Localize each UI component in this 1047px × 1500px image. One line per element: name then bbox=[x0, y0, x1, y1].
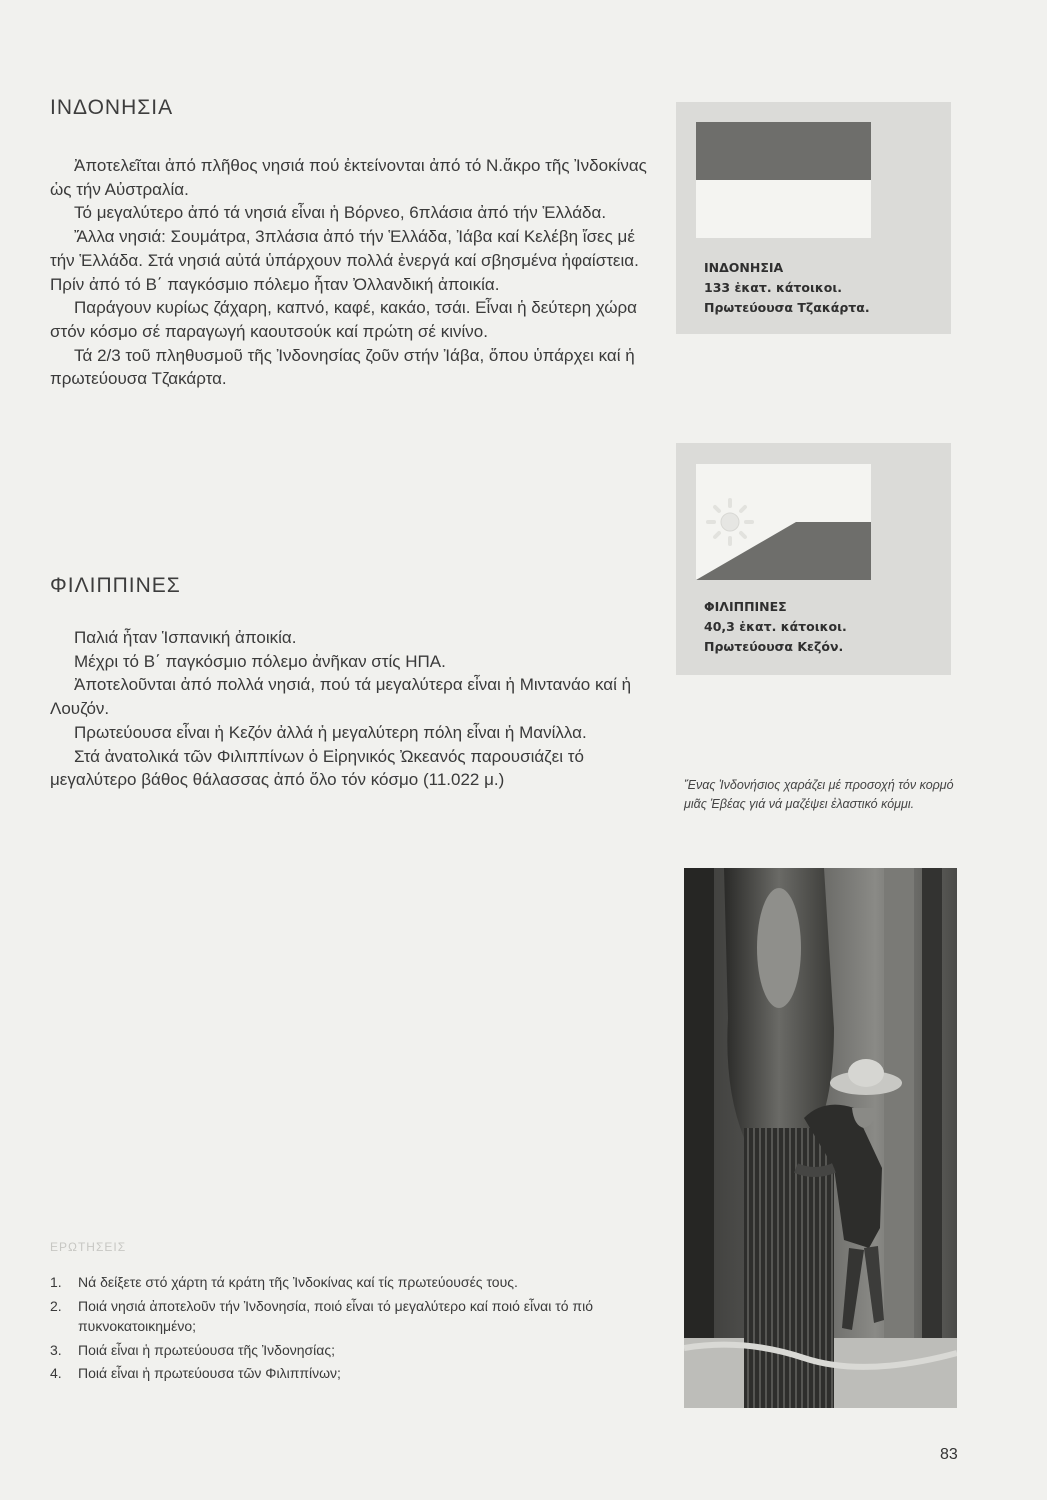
country-name: ΦΙΛΙΠΠΙΝΕΣ bbox=[704, 599, 787, 614]
indonesia-flag-caption bbox=[704, 258, 870, 318]
paragraph: Ἀποτελοῦνται ἀπό πολλά νησιά, πού τά μεγαλύτερα εἶναι ἡ Μιντανάο καί ἡ Λουζόν. bbox=[50, 675, 632, 719]
population: 133 ἑκατ. κάτοικοι. bbox=[704, 280, 842, 295]
philippines-text bbox=[50, 626, 650, 792]
list-item: 2. Ποιά νησιά ἀποτελοῦν τήν Ἰνδονησία, ποιό εἶναι τό μεγαλύτερο καί ποιό εἶναι τό πιό πυκνοκατοικημένο; bbox=[50, 1297, 593, 1334]
indonesia-heading: ΙΝΔΟΝΗΣΙΑ bbox=[50, 96, 174, 119]
indonesia-flag bbox=[696, 122, 871, 238]
population: 40,3 ἑκατ. κάτοικοι. bbox=[704, 619, 847, 634]
indonesia-flag-box bbox=[676, 102, 951, 334]
capital: Πρωτεύουσα Τζακάρτα. bbox=[704, 300, 870, 315]
country-name: ΙΝΔΟΝΗΣΙΑ bbox=[704, 260, 784, 275]
list-item: 4. Ποιά εἶναι ἡ πρωτεύουσα τῶν Φιλιππίνων; bbox=[50, 1365, 341, 1381]
questions-list bbox=[50, 1272, 640, 1387]
sun-icon bbox=[708, 500, 752, 544]
philippines-flag-caption bbox=[704, 597, 847, 657]
paragraph: Μέχρι τό Β΄ παγκόσμιο πόλεμο ἀνῆκαν στίς ΗΠΑ. bbox=[74, 651, 446, 671]
paragraph: Στά ἀνατολικά τῶν Φιλιππίνων ὁ Εἰρηνικός Ὠκεανός παρουσιάζει τό μεγαλύτερο βάθος θάλασσας ἀπό ὅλο τόν κόσμο (11.022 μ.) bbox=[50, 746, 584, 790]
paragraph: Ἀποτελεῖται ἀπό πλῆθος νησιά πού ἐκτείνονται ἀπό τό Ν.ἄκρο τῆς Ἰνδοκίνας ὡς τήν Αὐστραλία. bbox=[50, 156, 647, 199]
paragraph: Τά 2/3 τοῦ πληθυσμοῦ τῆς Ἰνδονησίας ζοῦν στήν Ἰάβα, ὅπου ὑπάρχει καί ἡ πρωτεύουσα Τζακάρτα. bbox=[50, 345, 635, 389]
rubber-tapping-photo bbox=[684, 868, 957, 1408]
philippines-heading: ΦΙΛΙΠΠΙΝΕΣ bbox=[50, 574, 181, 597]
philippines-flag-box bbox=[676, 443, 951, 675]
paragraph: Παλιά ἦταν Ἱσπανική ἀποικία. bbox=[74, 628, 297, 647]
photo-caption: Ἕνας Ἰνδονήσιος χαράζει μέ προσοχή τόν κορμό μιᾶς Ἑβέας γιά νά μαζέψει ἐλαστικό κόμμι. bbox=[684, 778, 954, 811]
paragraph: Τό μεγαλύτερο ἀπό τά νησιά εἶναι ἡ Βόρνεο, 6πλάσια ἀπό τήν Ἑλλάδα. bbox=[74, 203, 607, 223]
list-item: 3. Ποιά εἶναι ἡ πρωτεύουσα τῆς Ἰνδονησίας; bbox=[50, 1341, 336, 1358]
capital: Πρωτεύουσα Κεζόν. bbox=[704, 639, 844, 654]
questions-title: ΕΡΩΤΗΣΕΙΣ bbox=[50, 1240, 127, 1254]
paragraph: Πρωτεύουσα εἶναι ἡ Κεζόν ἀλλά ἡ μεγαλύτερη πόλη εἶναι ἡ Μανίλλα. bbox=[74, 722, 587, 742]
philippines-flag bbox=[696, 464, 871, 580]
page-number: 83 bbox=[940, 1446, 958, 1463]
list-item: 1. Νά δείξετε στό χάρτη τά κράτη τῆς Ἰνδοκίνας καί τίς πρωτεύουσές τους. bbox=[50, 1274, 518, 1290]
paragraph: Παράγουν κυρίως ζάχαρη, καπνό, καφέ, κακάο, τσάι. Εἶναι ἡ δεύτερη χώρα στόν κόσμο σέ παραγωγή καουτσούκ καί πρώτη σέ κινίνο. bbox=[50, 298, 637, 341]
paragraph: Ἄλλα νησιά: Σουμάτρα, 3πλάσια ἀπό τήν Ἑλλάδα, Ἰάβα καί Κελέβη ἴσες μέ τήν Ἑλλάδα. Στά νησιά αὐτά ὑπάρχουν πολλά ἐνεργά καί σβησμένα ἡφαίστεια. Πρίν ἀπό τό Β΄ παγκόσμιο πόλεμο ἦταν Ὀλλανδική ἀποικία. bbox=[50, 227, 639, 294]
indonesia-text bbox=[50, 154, 650, 391]
